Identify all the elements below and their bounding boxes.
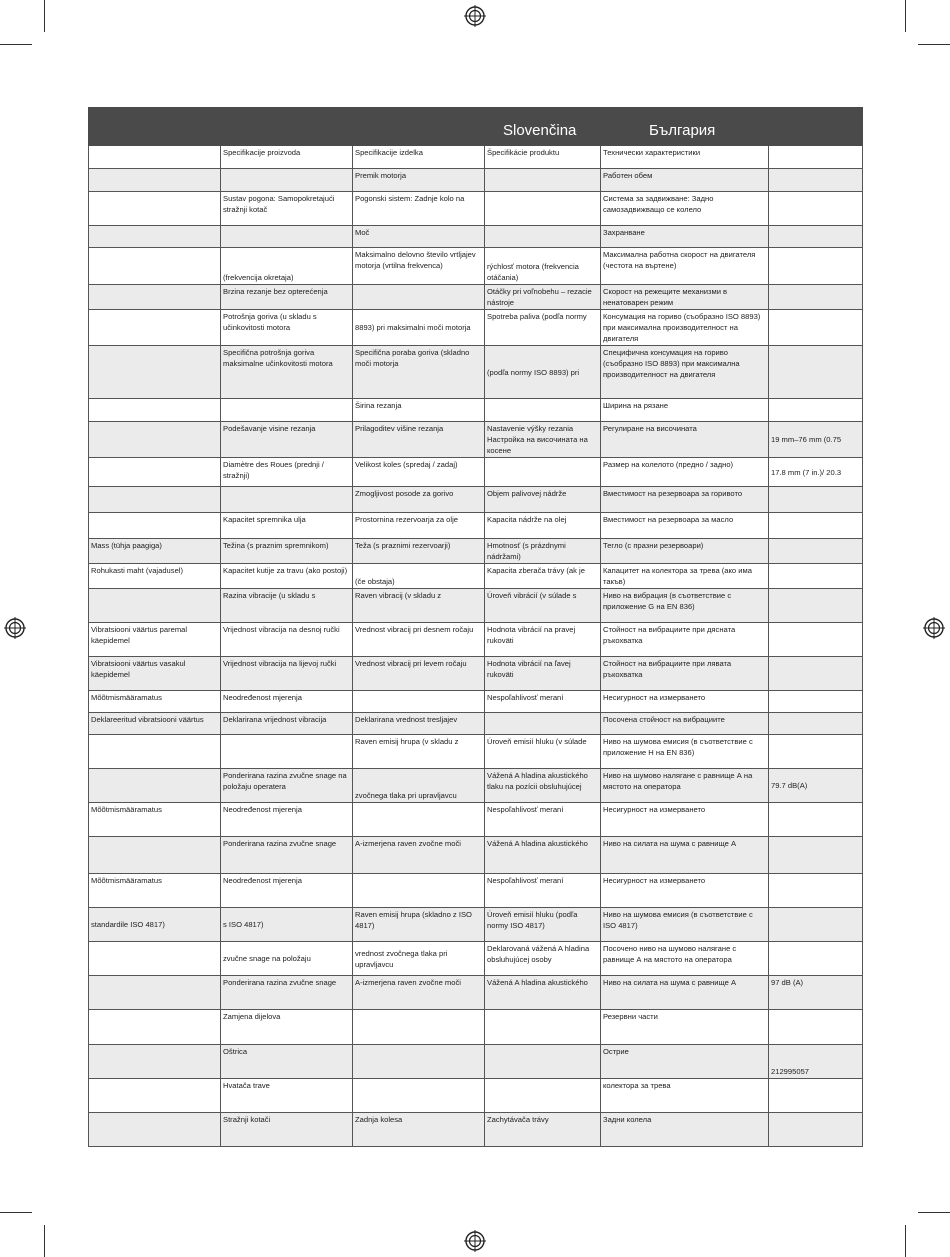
table-cell: (podľa normy ISO 8893) pri [485, 346, 601, 399]
table-cell [221, 487, 353, 513]
table-cell [353, 285, 485, 310]
registration-mark-icon [464, 5, 486, 27]
table-cell: Резервни части [601, 1010, 769, 1045]
table-cell [769, 399, 863, 422]
table-cell: A-izmerjena raven zvočne moči [353, 976, 485, 1010]
table-cell: Maksimalno delovno število vrtljajev motorja (vrtilna frekvenca) [353, 248, 485, 285]
table-cell: Pogonski sistem: Zadnje kolo na [353, 192, 485, 226]
table-cell: standardile ISO 4817) [89, 908, 221, 942]
table-row [89, 713, 863, 735]
table-cell [769, 487, 863, 513]
table-cell: Острие [601, 1045, 769, 1079]
table-cell: Vibratsiooni väärtus paremal käepidemel [89, 623, 221, 657]
table-row [89, 487, 863, 513]
table-cell: Vrijednost vibracija na lijevoj ručki [221, 657, 353, 691]
table-cell [769, 226, 863, 248]
table-cell: Ниво на вибрация (в съответствие с приложение G на EN 836) [601, 589, 769, 623]
table-cell: Kapacita zberača trávy (ak je [485, 564, 601, 589]
table-cell: Rohukasti maht (vajadusel) [89, 564, 221, 589]
table-cell: Специфична консумация на гориво (съобразно ISO 8893) при максимална производителност на двигателя [601, 346, 769, 399]
table-cell: Mõõtmismääramatus [89, 691, 221, 713]
table-cell [89, 1045, 221, 1079]
table-row [89, 458, 863, 487]
table-cell [221, 226, 353, 248]
table-cell: Mass (tühja paagiga) [89, 539, 221, 564]
crop-mark [905, 1225, 906, 1257]
table-row [89, 248, 863, 285]
table-cell: rýchlosť motora (frekvencia otáčania) [485, 248, 601, 285]
table-cell [485, 399, 601, 422]
table-cell [769, 564, 863, 589]
table-cell [769, 1010, 863, 1045]
table-cell [769, 285, 863, 310]
table-cell: Teža (s praznimi rezervoarji) [353, 539, 485, 564]
table-cell [485, 192, 601, 226]
table-cell: Úroveň emisií hluku (v súlade [485, 735, 601, 769]
crop-mark [918, 1212, 950, 1213]
table-cell [769, 169, 863, 192]
table-row [89, 803, 863, 837]
table-cell [89, 192, 221, 226]
table-cell [353, 1079, 485, 1113]
table-cell: Vrednost vibracij pri desnem ročaju [353, 623, 485, 657]
table-cell: Moč [353, 226, 485, 248]
table-cell: Ponderirana razina zvučne snage [221, 837, 353, 874]
table-cell: Nespoľahlivosť meraní [485, 691, 601, 713]
table-cell: Širina rezanja [353, 399, 485, 422]
table-cell: Kapacita nádrže na olej [485, 513, 601, 539]
table-row [89, 837, 863, 874]
table-cell [769, 589, 863, 623]
spec-table [88, 107, 863, 1147]
table-cell [769, 691, 863, 713]
table-cell: Otáčky pri voľnobehu – rezacie nástroje [485, 285, 601, 310]
header-cell [221, 108, 353, 146]
table-cell: Захранване [601, 226, 769, 248]
table-cell: Mõõtmismääramatus [89, 803, 221, 837]
table-row [89, 310, 863, 346]
table-cell [485, 458, 601, 487]
crop-mark [905, 0, 906, 32]
table-cell: Deklarovaná vážená A hladina obsluhujúcej osoby [485, 942, 601, 976]
table-cell: Prostornina rezervoarja za olje [353, 513, 485, 539]
table-cell [89, 976, 221, 1010]
table-cell [89, 513, 221, 539]
table-cell [89, 487, 221, 513]
table-cell: Raven emisij hrupa (skladno z ISO 4817) [353, 908, 485, 942]
table-cell: Ниво на шумова емисия (в съответствие с приложение H на EN 836) [601, 735, 769, 769]
table-cell: Ниво на силата на шума с равнище А [601, 976, 769, 1010]
table-cell: Регулиране на височината [601, 422, 769, 458]
table-cell [89, 346, 221, 399]
table-cell [89, 589, 221, 623]
table-cell [485, 1010, 601, 1045]
table-cell [353, 803, 485, 837]
table-cell: Potrošnja goriva (u skladu s učinkovitosti motora [221, 310, 353, 346]
table-cell: Nastavenie výšky rezania Настройка на височината на косене [485, 422, 601, 458]
table-cell: vrednost zvočnega tlaka pri upravljavcu [353, 942, 485, 976]
table-cell: Deklarirana vrijednost vibracija [221, 713, 353, 735]
table-cell [221, 399, 353, 422]
table-cell: Sustav pogona: Samopokretajući stražnji kotač [221, 192, 353, 226]
table-cell [89, 285, 221, 310]
table-cell: Капацитет на колектора за трева (ако има такъв) [601, 564, 769, 589]
table-cell: Ponderirana razina zvučne snage na položaju operatera [221, 769, 353, 803]
table-cell: Kapacitet spremnika ulja [221, 513, 353, 539]
header-cell [353, 108, 485, 146]
table-cell: Oštrica [221, 1045, 353, 1079]
table-cell [769, 248, 863, 285]
table-cell: Работен обем [601, 169, 769, 192]
table-cell: Nespoľahlivosť meraní [485, 803, 601, 837]
table-row [89, 192, 863, 226]
table-cell: Zamjena dijelova [221, 1010, 353, 1045]
table-row [89, 226, 863, 248]
table-cell [769, 837, 863, 874]
table-cell: Ниво на шумово налягане с равнище А на мястото на оператора [601, 769, 769, 803]
table-cell: Kapacitet kutije za travu (ako postoji) [221, 564, 353, 589]
table-cell [769, 735, 863, 769]
table-row [89, 769, 863, 803]
table-cell: Vibratsiooni väärtus vasakul käepidemel [89, 657, 221, 691]
table-row [89, 346, 863, 399]
table-cell [485, 1045, 601, 1079]
crop-mark [918, 44, 950, 45]
table-cell: Úroveň emisií hluku (podľa normy ISO 4817) [485, 908, 601, 942]
table-cell: Stražnji kotači [221, 1113, 353, 1147]
table-cell [769, 803, 863, 837]
crop-mark [0, 44, 32, 45]
table-row [89, 1113, 863, 1147]
header-cell-slovencina: Slovenčina [485, 108, 601, 146]
table-cell: Ниво на шумова емисия (в съответствие с ISO 4817) [601, 908, 769, 942]
registration-mark-icon [923, 617, 945, 639]
table-row [89, 564, 863, 589]
table-cell: Premik motorja [353, 169, 485, 192]
table-cell: Úroveň vibrácií (v súlade s [485, 589, 601, 623]
table-cell [769, 908, 863, 942]
table-cell: Specifikacije proizvoda [221, 146, 353, 169]
table-cell: Neodređenost mjerenja [221, 803, 353, 837]
table-row [89, 422, 863, 458]
table-cell: Задни колела [601, 1113, 769, 1147]
table-cell: Podešavanje visine rezanja [221, 422, 353, 458]
table-cell: Скорост на режещите механизми в ненатоварен режим [601, 285, 769, 310]
crop-mark [44, 0, 45, 32]
table-cell [89, 226, 221, 248]
table-cell [89, 310, 221, 346]
registration-mark-icon [464, 1230, 486, 1252]
table-cell: Посочена стойност на вибрациите [601, 713, 769, 735]
table-cell: Максимална работна скорост на двигателя (честота на въртене) [601, 248, 769, 285]
table-cell [89, 1079, 221, 1113]
table-cell: Vrednost vibracij pri levem ročaju [353, 657, 485, 691]
table-cell [769, 874, 863, 908]
table-row [89, 942, 863, 976]
header-cell [769, 108, 863, 146]
table-cell: Несигурност на измерването [601, 874, 769, 908]
table-cell [769, 310, 863, 346]
table-cell [89, 248, 221, 285]
table-row [89, 146, 863, 169]
table-cell: Velikost koles (spredaj / zadaj) [353, 458, 485, 487]
table-row [89, 1010, 863, 1045]
table-cell [89, 458, 221, 487]
table-cell [221, 735, 353, 769]
table-cell: Nespoľahlivosť meraní [485, 874, 601, 908]
table-cell: Neodređenost mjerenja [221, 874, 353, 908]
table-row [89, 976, 863, 1010]
table-cell [89, 422, 221, 458]
table-cell: Raven vibracij (v skladu z [353, 589, 485, 623]
table-header-row [89, 108, 863, 146]
table-row [89, 285, 863, 310]
table-cell: 79.7 dB(A) [769, 769, 863, 803]
table-cell: Brzina rezanje bez opterećenja [221, 285, 353, 310]
table-cell [769, 1113, 863, 1147]
table-cell: Zadnja kolesa [353, 1113, 485, 1147]
table-cell: s ISO 4817) [221, 908, 353, 942]
table-cell [89, 735, 221, 769]
table-cell [221, 169, 353, 192]
table-cell: Вместимост на резервоара за горивото [601, 487, 769, 513]
table-cell: 19 mm–76 mm (0.75 [769, 422, 863, 458]
table-cell: Zachytávača trávy [485, 1113, 601, 1147]
table-cell [769, 146, 863, 169]
table-cell: Размер на колелото (предно / задно) [601, 458, 769, 487]
table-row [89, 513, 863, 539]
table-cell: Težina (s praznim spremnikom) [221, 539, 353, 564]
table-row [89, 874, 863, 908]
table-cell: Консумация на гориво (съобразно ISO 8893) при максимална производителност на двигателя [601, 310, 769, 346]
table-cell: Hodnota vibrácií na ľavej rukoväti [485, 657, 601, 691]
table-cell: Ponderirana razina zvučne snage [221, 976, 353, 1010]
table-cell: колектора за трева [601, 1079, 769, 1113]
table-cell [89, 942, 221, 976]
table-cell: Diamètre des Roues (prednji / stražnji) [221, 458, 353, 487]
table-cell: Objem palivovej nádrže [485, 487, 601, 513]
table-cell: Vrijednost vibracija na desnoj ručki [221, 623, 353, 657]
table-cell: Vážená A hladina akustického [485, 837, 601, 874]
table-row [89, 691, 863, 713]
table-cell [769, 346, 863, 399]
header-cell [89, 108, 221, 146]
table-cell [353, 1045, 485, 1079]
table-cell: Hodnota vibrácií na pravej rukoväti [485, 623, 601, 657]
table-cell: Vážená A hladina akustického [485, 976, 601, 1010]
table-cell: Vážená A hladina akustického tlaku na pozícii obsluhujúcej [485, 769, 601, 803]
table-cell: Specifikacije izdelka [353, 146, 485, 169]
table-cell: zvočnega tlaka pri upravljavcu [353, 769, 485, 803]
table-cell: Specifična potrošnja goriva maksimalne učinkovitosti motora [221, 346, 353, 399]
table-cell [89, 769, 221, 803]
table-cell [769, 623, 863, 657]
table-cell [89, 146, 221, 169]
table-cell [353, 1010, 485, 1045]
table-cell: Ширина на рязане [601, 399, 769, 422]
table-row [89, 908, 863, 942]
table-cell: Zmogljivost posode za gorivo [353, 487, 485, 513]
table-cell [769, 942, 863, 976]
table-cell [89, 399, 221, 422]
table-cell: Тегло (с празни резервоари) [601, 539, 769, 564]
table-cell: Deklarirana vrednost tresljajev [353, 713, 485, 735]
table-cell [769, 192, 863, 226]
table-cell [485, 169, 601, 192]
table-cell: A-izmerjena raven zvočne moči [353, 837, 485, 874]
table-cell: (če obstaja) [353, 564, 485, 589]
table-row [89, 589, 863, 623]
table-cell [89, 1010, 221, 1045]
table-row [89, 1079, 863, 1113]
table-cell [485, 713, 601, 735]
table-cell: Specifična poraba goriva (skladno moči motorja [353, 346, 485, 399]
table-row [89, 399, 863, 422]
table-cell: 17.8 mm (7 in.)/ 20.3 [769, 458, 863, 487]
table-cell [769, 713, 863, 735]
table-cell [89, 837, 221, 874]
table-cell: Hvatača trave [221, 1079, 353, 1113]
table-cell [769, 513, 863, 539]
crop-mark [44, 1225, 45, 1257]
table-cell: Посочено ниво на шумово налягане с равнище А на мястото на оператора [601, 942, 769, 976]
table-cell: 97 dB (A) [769, 976, 863, 1010]
table-cell: Špecifikácie produktu [485, 146, 601, 169]
table-cell: Deklareeritud vibratsiooni väärtus [89, 713, 221, 735]
table-cell: Hmotnosť (s prázdnymi nádržami) [485, 539, 601, 564]
table-cell [353, 691, 485, 713]
table-cell: (frekvencija okretaja) [221, 248, 353, 285]
table-cell: Raven emisij hrupa (v skladu z [353, 735, 485, 769]
table-cell: Система за задвижване: Задно самозадвижващо се колело [601, 192, 769, 226]
table-cell: Стойност на вибрациите при лявата ръкохватка [601, 657, 769, 691]
table-cell [769, 1079, 863, 1113]
table-row [89, 657, 863, 691]
table-row [89, 1045, 863, 1079]
table-cell [769, 539, 863, 564]
header-cell-bulgaria: България [601, 108, 769, 146]
crop-mark [0, 1212, 32, 1213]
table-cell [89, 169, 221, 192]
table-cell: 8893) pri maksimalni moči motorja [353, 310, 485, 346]
registration-mark-icon [4, 617, 26, 639]
table-cell [485, 226, 601, 248]
table-cell: Neodređenost mjerenja [221, 691, 353, 713]
table-cell [485, 1079, 601, 1113]
table-cell: Prilagoditev višine rezanja [353, 422, 485, 458]
table-cell: Ниво на силата на шума с равнище А [601, 837, 769, 874]
table-cell: Несигурност на измерването [601, 691, 769, 713]
table-row [89, 539, 863, 564]
table-cell: Стойност на вибрациите при дясната ръкохватка [601, 623, 769, 657]
table-row [89, 735, 863, 769]
table-row [89, 169, 863, 192]
table-cell: 212995057 [769, 1045, 863, 1079]
table-cell: Технически характеристики [601, 146, 769, 169]
table-cell: Mõõtmismääramatus [89, 874, 221, 908]
table-cell [769, 657, 863, 691]
table-cell: Razina vibracije (u skladu s [221, 589, 353, 623]
table-cell: Вместимост на резервоара за масло [601, 513, 769, 539]
table-cell [89, 1113, 221, 1147]
table-row [89, 623, 863, 657]
table-cell: zvučne snage na položaju [221, 942, 353, 976]
table-cell: Spotreba paliva (podľa normy [485, 310, 601, 346]
table-cell [353, 874, 485, 908]
table-cell: Несигурност на измерването [601, 803, 769, 837]
